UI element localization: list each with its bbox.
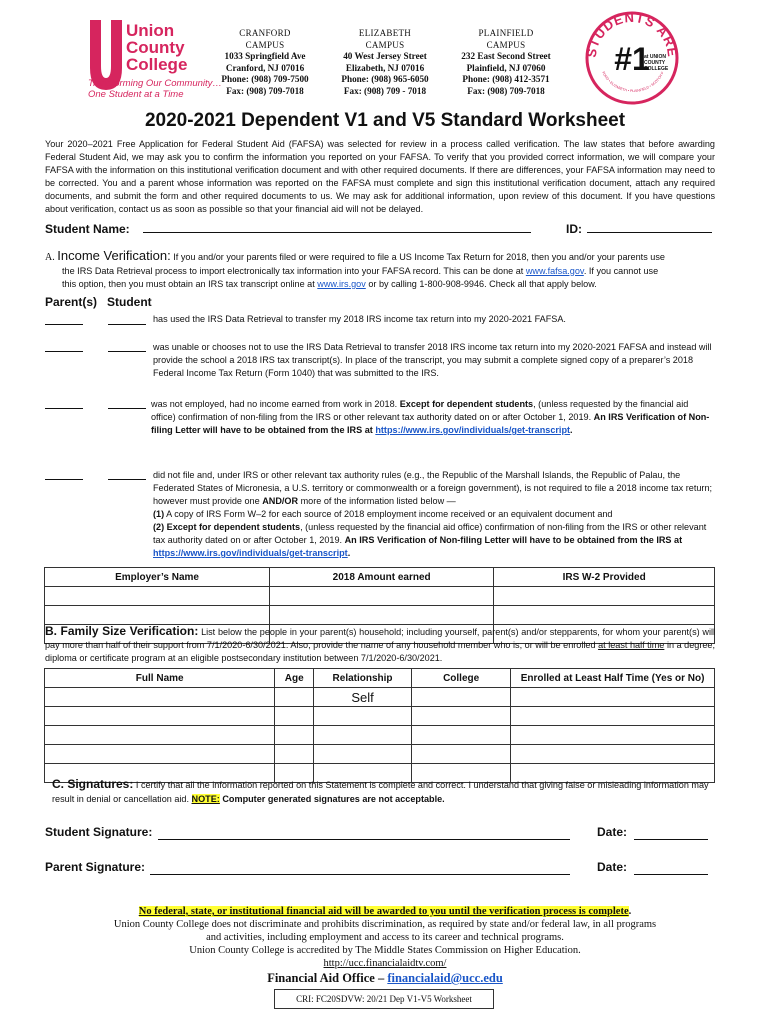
col-enrolled: Enrolled at Least Half Time (Yes or No) [511, 669, 715, 688]
svg-text:COUNTY: COUNTY [644, 60, 666, 66]
parent-signature-field[interactable] [150, 874, 570, 875]
financial-aid-office-label: Financial Aid Office – [267, 971, 385, 985]
parent-checkbox-option1[interactable] [45, 324, 83, 325]
id-label: ID: [566, 222, 582, 236]
section-b-heading: B. Family Size Verification: [45, 624, 199, 638]
parent-signature-label: Parent Signature: [45, 860, 146, 874]
col-age: Age [275, 669, 314, 688]
table-row [45, 606, 715, 625]
section-c-heading: C. Signatures: [52, 777, 134, 791]
footer: No federal, state, or institutional financial aid will be awarded to you until the verification process is complete. Union County College does not discriminate and prohibits discrimination, as required by state and/or federal law, in all programs and activities, including employment and access to its career and technical programs. Union County College is accredited by The Middle States Commission on Higher Education. http://ucc.financialaidtv.com/ Financial Aid Office – financialaid@ucc.edu [0, 905, 770, 985]
student-checkbox-option1[interactable] [108, 324, 146, 325]
fafsa-link[interactable]: www.fafsa.gov [525, 265, 584, 276]
section-a-intro: A. Income Verification: If you and/or your parents filed or were required to file a US Income Tax Return for 2018, then you and/or your parents use the IRS Data Retrieval process to import electronically tax information into your FAFSA record. This can be done at www.fafsa.gov. If you cannot use this option, then you must obtain an IRS tax transcript online at www.irs.gov or by calling 1-800-908-9946. Check all that apply below. [45, 248, 665, 289]
section-a-heading: Income Verification: [57, 248, 171, 263]
irs-link[interactable]: www.irs.gov [317, 279, 366, 289]
table-row [45, 688, 715, 707]
get-transcript-link-1[interactable]: https://www.irs.gov/individuals/get-transcript [375, 425, 571, 435]
parent-checkbox-option2[interactable] [45, 351, 83, 352]
household-table-header [45, 669, 715, 688]
parent-checkbox-option4[interactable] [45, 479, 83, 480]
students-are-1-badge [582, 6, 682, 106]
svg-text:CRANFORD • ELIZABETH • PLAINFI: FORD • ELIZABETH • PLAINFIELD • SCOTCH P [601, 70, 665, 94]
table-row [45, 587, 715, 606]
table-row [45, 707, 715, 726]
financial-aid-email-link[interactable]: financialaid@ucc.edu [387, 971, 503, 985]
student-checkbox-option4[interactable] [108, 479, 146, 480]
col-w2-provided: IRS W-2 Provided [494, 568, 715, 587]
section-b: B. Family Size Verification: List below the people in your parent(s) household; including yourself, parent(s) and/or stepparents, for whom your parent(s) will pay more than half of their support from 7/1/2020-6/30/2021. Also, provide the name of any household member who is, or will be enrolled at least half time in a degree, diploma or certificate program at an eligible postsecondary institution between 7/1/2020-6/30/2021. [45, 624, 716, 663]
student-checkbox-option2[interactable] [108, 351, 146, 352]
parent-checkbox-option3[interactable] [45, 408, 83, 409]
option1-text: has used the IRS Data Retrieval to transfer my 2018 IRS income tax return into my 2020-2021 FAFSA. [153, 314, 566, 324]
col-relationship: Relationship [314, 669, 412, 688]
svg-text:at UNION: at UNION [644, 54, 666, 60]
student-checkbox-option3[interactable] [108, 408, 146, 409]
employer-table-header [45, 568, 715, 587]
parent-date-field[interactable] [634, 874, 708, 875]
svg-text:COLLEGE: COLLEGE [644, 66, 669, 72]
svg-text:#1: #1 [614, 41, 650, 77]
table-row [45, 745, 715, 764]
student-signature-field[interactable] [158, 839, 570, 840]
campus-plainfield: PLAINFIELD CAMPUS 232 East Second Street Plainfield, NJ 07060 Phone: (908) 412-3571 Fax: (908) 709-7018 [461, 28, 551, 96]
option3-text: was not employed, had no income earned from work in 2018. Except for dependent students, (unless requested by the financial aid office) confirmation of non-filing from the IRS or other relevant tax authority dated on or after October 1, 2019. An IRS Verification of Non-filing Letter will have to be obtained from the IRS at https://www.irs.gov/individuals/get-transcript. [151, 399, 710, 435]
relationship-self: Self [314, 688, 412, 707]
student-name-field[interactable] [143, 232, 531, 233]
student-date-label: Date: [597, 825, 628, 839]
get-transcript-link-2[interactable]: https://www.irs.gov/individuals/get-transcript [153, 548, 348, 558]
col-amount-earned: 2018 Amount earned [270, 568, 494, 587]
table-row [45, 726, 715, 745]
financial-aid-tv-link[interactable]: http://ucc.financialaidtv.com/ [323, 958, 447, 969]
section-c: C. Signatures: I certify that all the information reported on this Statement is complete and correct. I understand that giving false or misleading information may result in denial or cancellation aid. NOTE: Computer generated signatures are not acceptable. [52, 777, 709, 804]
student-date-field[interactable] [634, 839, 708, 840]
campus-elizabeth: ELIZABETH CAMPUS 40 West Jersey Street Elizabeth, NJ 07016 Phone: (908) 965-6050 Fax: (908) 709 - 7018 [341, 28, 429, 96]
nondiscrimination-line-1: Union County College does not discriminate and prohibits discrimination, as required by state and/or federal law, in all programs [113, 919, 657, 930]
college-tagline: Transforming Our Community… One Student at a Time [88, 78, 222, 100]
parent-date-label: Date: [597, 860, 628, 874]
parent-column-label: Parent(s) [45, 295, 98, 309]
verification-warning: No federal, state, or institutional financial aid will be awarded to you until the verification process is complete [138, 906, 629, 917]
nondiscrimination-line-2: and activities, including employment and access to its career and technical programs. [206, 932, 564, 943]
col-employer-name: Employer’s Name [45, 568, 270, 587]
student-id-field[interactable] [587, 232, 712, 233]
student-column-label: Student [107, 295, 152, 309]
college-name: Union County College [126, 21, 188, 74]
accreditation-line: Union County College is accredited by The Middle States Commission on Higher Education. [189, 945, 581, 956]
campus-cranford: CRANFORD CAMPUS 1033 Springfield Ave Cranford, NJ 07016 Phone: (908) 709-7500 Fax: (908) 709-7018 [221, 28, 309, 96]
student-signature-label: Student Signature: [45, 825, 153, 839]
option2-text: was unable or chooses not to use the IRS Data Retrieval to transfer 2018 IRS income tax return into my 2020-2021 FAFSA and instead will provide the school a 2018 IRS tax transcript(s). In place of the transcript, you may submit a complete signed copy of a preparer’s 2018 Federal Income Tax Return (Form 1040) that was submitted to the IRS. [153, 342, 712, 378]
page-title: 2020-2021 Dependent V1 and V5 Standard Worksheet [144, 110, 626, 131]
intro-paragraph: Your 2020–2021 Free Application for Federal Student Aid (FAFSA) was selected for review in a process called verification. The law states that before awarding Federal Student Aid, we may ask you to confirm the information you reported on your FAFSA. To verify that you provided correct information, we will compare your FAFSA with the information on this institutional verification document and with other required documents. If there are differences, your FAFSA information may need to be corrected. You and a parent whose information was reported on the FAFSA must complete and sign this institutional verification document, attach any required documents, and submit the form and other required documents to us. We may ask for additional information, upon review of this document. If you have questions about verification, contact us as soon as possible so that your financial aid will not be delayed. [45, 139, 715, 214]
option4-text: did not file and, under IRS or other relevant tax authority rules (e.g., the Republic of the Marshall Islands, the Republic of Palau, the Federated States of Micronesia, a U.S. territory or commonwealth or a foreign government), is not required to file a 2018 income tax return; however must provide one AND/OR more of the information listed below — (1) A copy of IRS Form W–2 for each source of 2018 employment income received or an equivalent document and (2) Except for dependent students, (unless requested by the financial aid office) confirmation of non-filing from the IRS or other relevant tax authority dated on or after October 1, 2019. An IRS Verification of Non-filing Letter will have to be obtained from the IRS at https://www.irs.gov/individuals/get-transcript. [153, 470, 713, 558]
household-table [44, 668, 715, 783]
col-college: College [412, 669, 511, 688]
student-name-label: Student Name: [45, 222, 130, 236]
note-label: NOTE: [191, 793, 220, 804]
col-full-name: Full Name [45, 669, 275, 688]
form-code-box: CRI: FC20SDVW: 20/21 Dep V1-V5 Worksheet [274, 989, 494, 1009]
svg-text:STUDENTS ARE: STUDENTS ARE [583, 9, 681, 59]
